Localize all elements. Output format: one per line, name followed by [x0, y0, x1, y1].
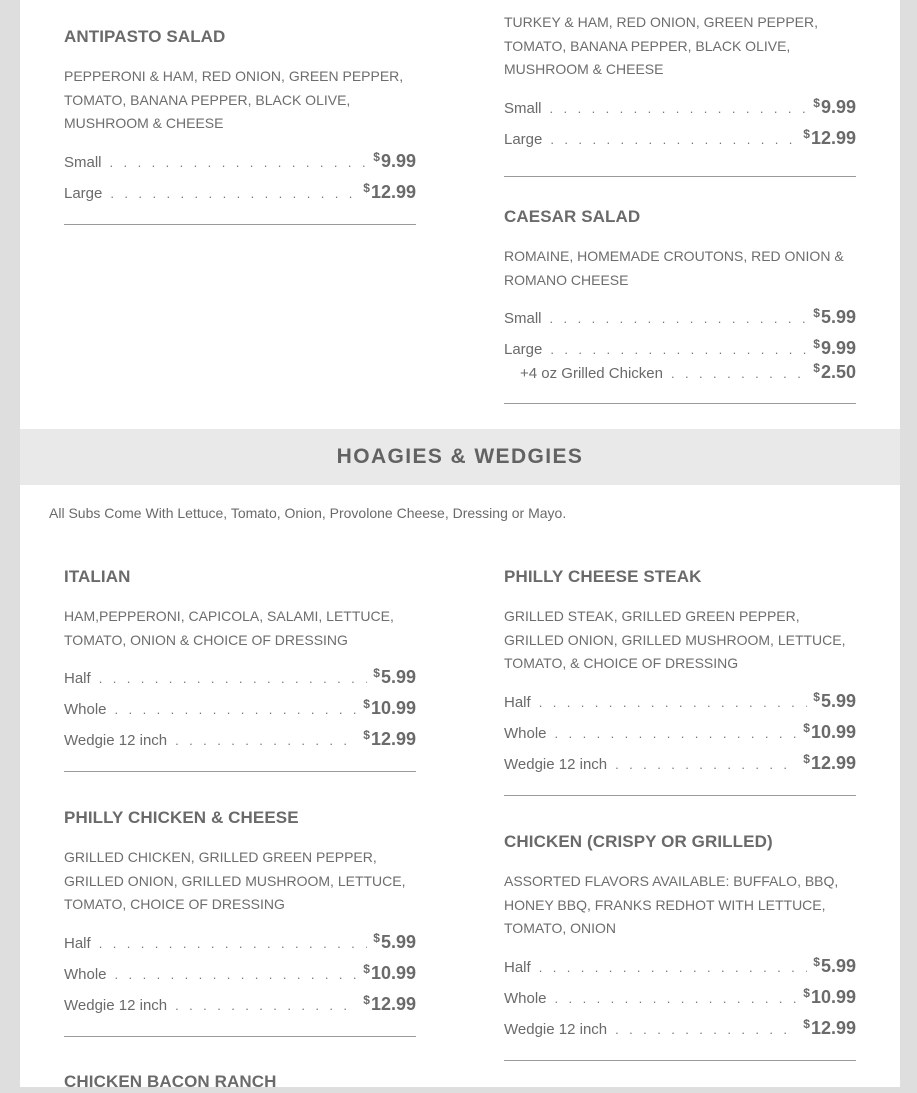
item-title: ITALIAN — [64, 567, 131, 586]
price: $10.99 — [363, 961, 416, 983]
dot-leader — [539, 695, 808, 710]
divider — [504, 176, 856, 177]
price: $9.99 — [813, 337, 856, 358]
size-label: Large — [504, 130, 543, 148]
section-note: All Subs Come With Lettuce, Tomato, Onion, Provolone Cheese, Dressing or Mayo. — [49, 505, 567, 521]
price-row-whole — [504, 986, 856, 1017]
price: $2.50 — [813, 361, 856, 382]
price-row-half — [504, 690, 856, 721]
divider — [504, 795, 856, 796]
price-row-small — [504, 306, 856, 337]
size-label: Small — [504, 99, 542, 117]
price: $12.99 — [803, 126, 856, 148]
size-label: Half — [504, 958, 531, 976]
price: $5.99 — [813, 954, 856, 976]
dot-leader — [550, 311, 808, 326]
menu-item-philly-cheese-steak — [504, 566, 856, 796]
item-description: GRILLED STEAK, GRILLED GREEN PEPPER, GRILLED ONION, GRILLED MUSHROOM, LETTUCE, TOMATO, & CHOICE OF DRESSING — [504, 608, 846, 671]
price-row-half — [504, 955, 856, 986]
size-label: Half — [64, 934, 91, 952]
size-label: Large — [64, 184, 103, 202]
price-row-large — [64, 181, 416, 212]
dot-leader — [539, 960, 808, 975]
item-title: PHILLY CHEESE STEAK — [504, 567, 702, 586]
price: $9.99 — [813, 95, 856, 117]
size-label: Wedgie 12 inch — [504, 1020, 608, 1038]
item-title: PHILLY CHICKEN & CHEESE — [64, 808, 299, 827]
price-row-wedgie — [64, 728, 416, 759]
price-row-wedgie — [504, 752, 856, 783]
price: $10.99 — [803, 720, 856, 742]
item-title: CAESAR SALAD — [504, 207, 641, 226]
divider — [64, 1036, 416, 1037]
price: $10.99 — [363, 697, 416, 718]
dot-leader — [115, 702, 358, 717]
price-row-wedgie — [504, 1017, 856, 1048]
price-row-whole — [64, 697, 416, 728]
menu-item-caesar-salad — [504, 206, 856, 404]
price: $12.99 — [803, 1016, 856, 1038]
size-label: Whole — [64, 965, 107, 983]
menu-item-italian — [64, 566, 416, 772]
price-row-half — [64, 931, 416, 962]
price-row-small — [504, 96, 856, 127]
item-description: ASSORTED FLAVORS AVAILABLE: BUFFALO, BBQ, HONEY BBQ, FRANKS REDHOT WITH LETTUCE, TOMATO, ONION — [504, 873, 839, 936]
dot-leader — [175, 733, 357, 748]
dot-leader — [550, 132, 797, 147]
section-title: HOAGIES & WEDGIES — [336, 445, 584, 468]
menu-item-chicken-crispy-grilled — [504, 831, 856, 1061]
item-description: HAM,PEPPERONI, CAPICOLA, SALAMI, LETTUCE, TOMATO, ONION & CHOICE OF DRESSING — [64, 608, 394, 648]
price: $5.99 — [373, 666, 416, 687]
menu-item-chicken-bacon-ranch — [64, 1071, 416, 1093]
price: $12.99 — [363, 728, 416, 749]
price-row-addon — [504, 361, 856, 383]
size-label: Wedgie 12 inch — [504, 755, 608, 773]
price: $5.99 — [813, 689, 856, 711]
size-label: Wedgie 12 inch — [64, 996, 168, 1014]
dot-leader — [175, 998, 357, 1013]
price-row-half — [64, 666, 416, 697]
divider — [504, 1060, 856, 1061]
price: $12.99 — [363, 992, 416, 1014]
dot-leader — [110, 186, 357, 201]
price: $5.99 — [813, 306, 856, 327]
item-title: CHICKEN BACON RANCH — [64, 1072, 277, 1091]
item-title: ANTIPASTO SALAD — [64, 27, 226, 46]
dot-leader — [671, 366, 807, 381]
divider — [64, 224, 416, 225]
item-description: PEPPERONI & HAM, RED ONION, GREEN PEPPER, TOMATO, BANANA PEPPER, BLACK OLIVE, MUSHROOM & CHEESE — [64, 68, 404, 131]
dot-leader — [550, 101, 808, 116]
dot-leader — [615, 1022, 797, 1037]
dot-leader — [99, 936, 368, 951]
size-label: Whole — [504, 989, 547, 1007]
price-row-wedgie — [64, 993, 416, 1024]
dot-leader — [555, 726, 798, 741]
divider — [64, 771, 416, 772]
dot-leader — [99, 671, 368, 686]
price-row-small — [64, 150, 416, 181]
price: $12.99 — [803, 751, 856, 773]
menu-item-philly-chicken — [64, 807, 416, 1037]
size-label: Whole — [64, 701, 107, 718]
menu-item-partial — [504, 11, 856, 177]
size-label: Small — [504, 310, 542, 327]
size-label: Wedgie 12 inch — [64, 732, 168, 749]
item-description: TURKEY & HAM, RED ONION, GREEN PEPPER, TOMATO, BANANA PEPPER, BLACK OLIVE, MUSHROOM & CHEESE — [504, 14, 819, 77]
price: $10.99 — [803, 985, 856, 1007]
price-row-whole — [64, 962, 416, 993]
price: $5.99 — [373, 930, 416, 952]
divider — [504, 403, 856, 404]
dot-leader — [110, 155, 368, 170]
price: $12.99 — [363, 180, 416, 202]
item-description: ROMAINE, HOMEMADE CROUTONS, RED ONION & ROMANO CHEESE — [504, 248, 844, 288]
price-row-large — [504, 127, 856, 158]
price-row-whole — [504, 721, 856, 752]
size-label: Large — [504, 341, 543, 358]
addon-label: +4 oz Grilled Chicken — [520, 365, 663, 382]
size-label: Half — [64, 670, 91, 687]
dot-leader — [615, 757, 797, 772]
size-label: Small — [64, 153, 102, 171]
section-header-hoagies — [20, 429, 900, 485]
dot-leader — [550, 342, 807, 357]
size-label: Whole — [504, 724, 547, 742]
dot-leader — [115, 967, 358, 982]
dot-leader — [555, 991, 798, 1006]
item-description: GRILLED CHICKEN, GRILLED GREEN PEPPER, GRILLED ONION, GRILLED MUSHROOM, LETTUCE, TOMATO, CHOICE OF DRESSING — [64, 849, 406, 912]
price: $9.99 — [373, 149, 416, 171]
size-label: Half — [504, 693, 531, 711]
item-title: CHICKEN (CRISPY OR GRILLED) — [504, 832, 773, 851]
price-row-large — [504, 337, 856, 361]
menu-item-antipasto-salad — [64, 26, 416, 225]
